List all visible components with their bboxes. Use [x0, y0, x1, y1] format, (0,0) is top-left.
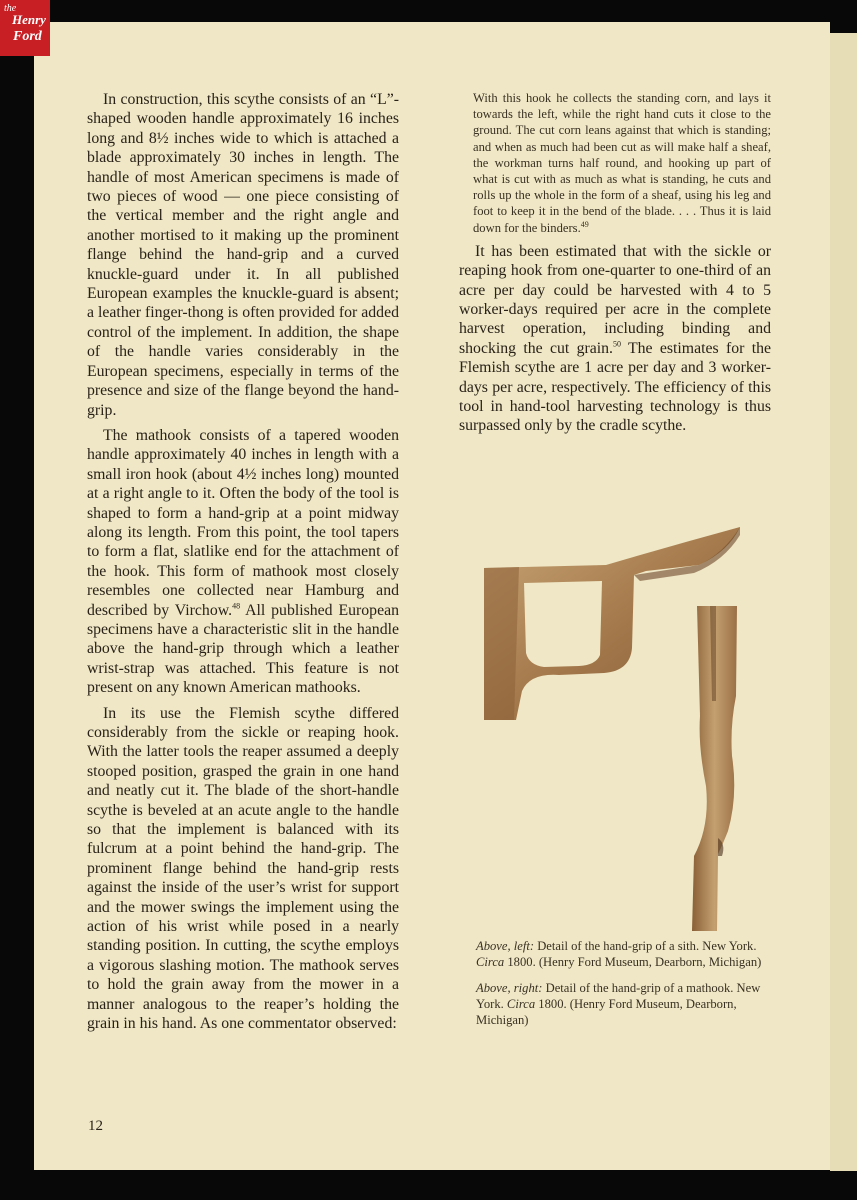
- paragraph-mathook-text-a: The mathook consists of a tapered wooden handle approximately 40 inches in length with a small iron hook (about 4½ inches long) mounted at a right angle to it. Often the body of the tool is shaped to form a hand-grip at a point midway along its length. From this point, the tool tapers to form a flat, slatlike end for the attachment of the hook. This form of mathook most closely resembles one collected near Hamburg and described by Virchow.: [87, 426, 399, 619]
- paragraph-usage: [87, 704, 399, 1034]
- logo-text-the: the: [4, 3, 17, 14]
- paragraph-mathook: [87, 426, 399, 698]
- paragraph-estimates-text-b: The estimates for the Flemish scythe are 1 acre per day and 3 worker-days per acre, respectively. The efficiency of this tool in hand-tool harvesting technology is thus surpassed only by the cradle scythe.: [459, 339, 771, 435]
- henry-ford-logo: [0, 0, 50, 56]
- left-column: [87, 90, 399, 1034]
- paragraph-construction-text: In construction, this scythe consists of an “L”-shaped wooden handle approximately 16 inches long and 8½ inches wide to which is attached a blade approximately 30 inches in length. The handle of most American specimens is made of two pieces of wood — one piece consisting of the vertical member and the right angle and another mortised to it making up the prominent flange behind the hand-grip and a curved knuckle-guard under it. In all published European examples the knuckle-guard is absent; a leather finger-thong is often provided for added control of the implement. In addition, the shape of the handle varies considerably in the European specimens, especially in terms of the presence and size of the flange beyond the hand-grip.: [87, 91, 399, 419]
- caption-left-text-a: Detail of the hand-grip of a sith. New York.: [534, 939, 757, 953]
- caption-right-text-b: 1800. (Henry Ford Museum, Dearborn, Michigan): [476, 997, 737, 1027]
- photo-captions: [476, 938, 768, 1038]
- footnote-ref-49: 49: [580, 219, 589, 229]
- caption-left-text-b: 1800. (Henry Ford Museum, Dearborn, Michigan): [504, 955, 762, 969]
- caption-left: [476, 938, 768, 970]
- logo-text-henry: Henry: [12, 12, 46, 27]
- caption-right: [476, 980, 768, 1028]
- caption-right-text-a: Detail of the hand-grip of a mathook. New York.: [476, 981, 761, 1011]
- footnote-ref-48: 48: [232, 601, 241, 611]
- page-number: 12: [88, 1118, 103, 1134]
- block-quote-text: With this hook he collects the standing corn, and lays it towards the left, while the right hand cuts it close to the ground. The cut corn leans against that which is standing; and when as much had been cut as will make half a sheaf, the workman turns half round, and hooking up part of what is cut with as much as what is standing, he cuts and rolls up the whole in the form of a sheaf, using his leg and foot to keep it in the bend of the blade. . . . Thus it is laid down for the binders.: [473, 91, 771, 235]
- paragraph-usage-text: In its use the Flemish scythe differed considerably from the sickle or reaping hook. With the latter tools the reaper assumed a deeply stooped position, grasped the grain in one hand and neatly cut it. The blade of the short-handle scythe is beveled at an acute angle to the handle so that the implement is balanced with its fulcrum at a point behind the hand-grip. The prominent flange behind the hand-grip rests against the inside of the user’s wrist for support and the mower swings the implement using the action of his wrist while posed in a nearly standing position. In cutting, the scythe employs a vigorous slashing motion. The mathook serves to hold the grain away from the mower in a manner analogous to the reaper’s holding the grain in his hand. As one commentator observed:: [87, 704, 399, 1033]
- footnote-ref-50: 50: [612, 339, 621, 349]
- paragraph-mathook-text-b: All published European specimens have a characteristic slit in the handle above the hand-grip through which a leather wrist-strap was attached. This feature is not present on any known American mathooks.: [87, 601, 399, 697]
- paragraph-estimates-text-a: It has been estimated that with the sickle or reaping hook from one-quarter to one-third of an acre per day could be harvested with 4 to 5 worker-days required per acre in the complete harvest operation, including binding and shocking the cut grain.: [459, 242, 771, 357]
- paragraph-construction: [87, 90, 399, 420]
- block-quote: [473, 90, 771, 236]
- logo-text-ford: Ford: [13, 29, 42, 44]
- caption-right-circa: Circa: [506, 997, 536, 1011]
- caption-left-label: Above, left:: [476, 939, 535, 953]
- caption-left-circa: Circa: [476, 955, 505, 969]
- caption-right-label: Above, right:: [476, 981, 543, 995]
- paragraph-estimates: [459, 242, 771, 436]
- mathook-handgrip-photo: [692, 606, 742, 931]
- adjacent-page-edge: [830, 33, 857, 1171]
- right-column: [459, 90, 771, 436]
